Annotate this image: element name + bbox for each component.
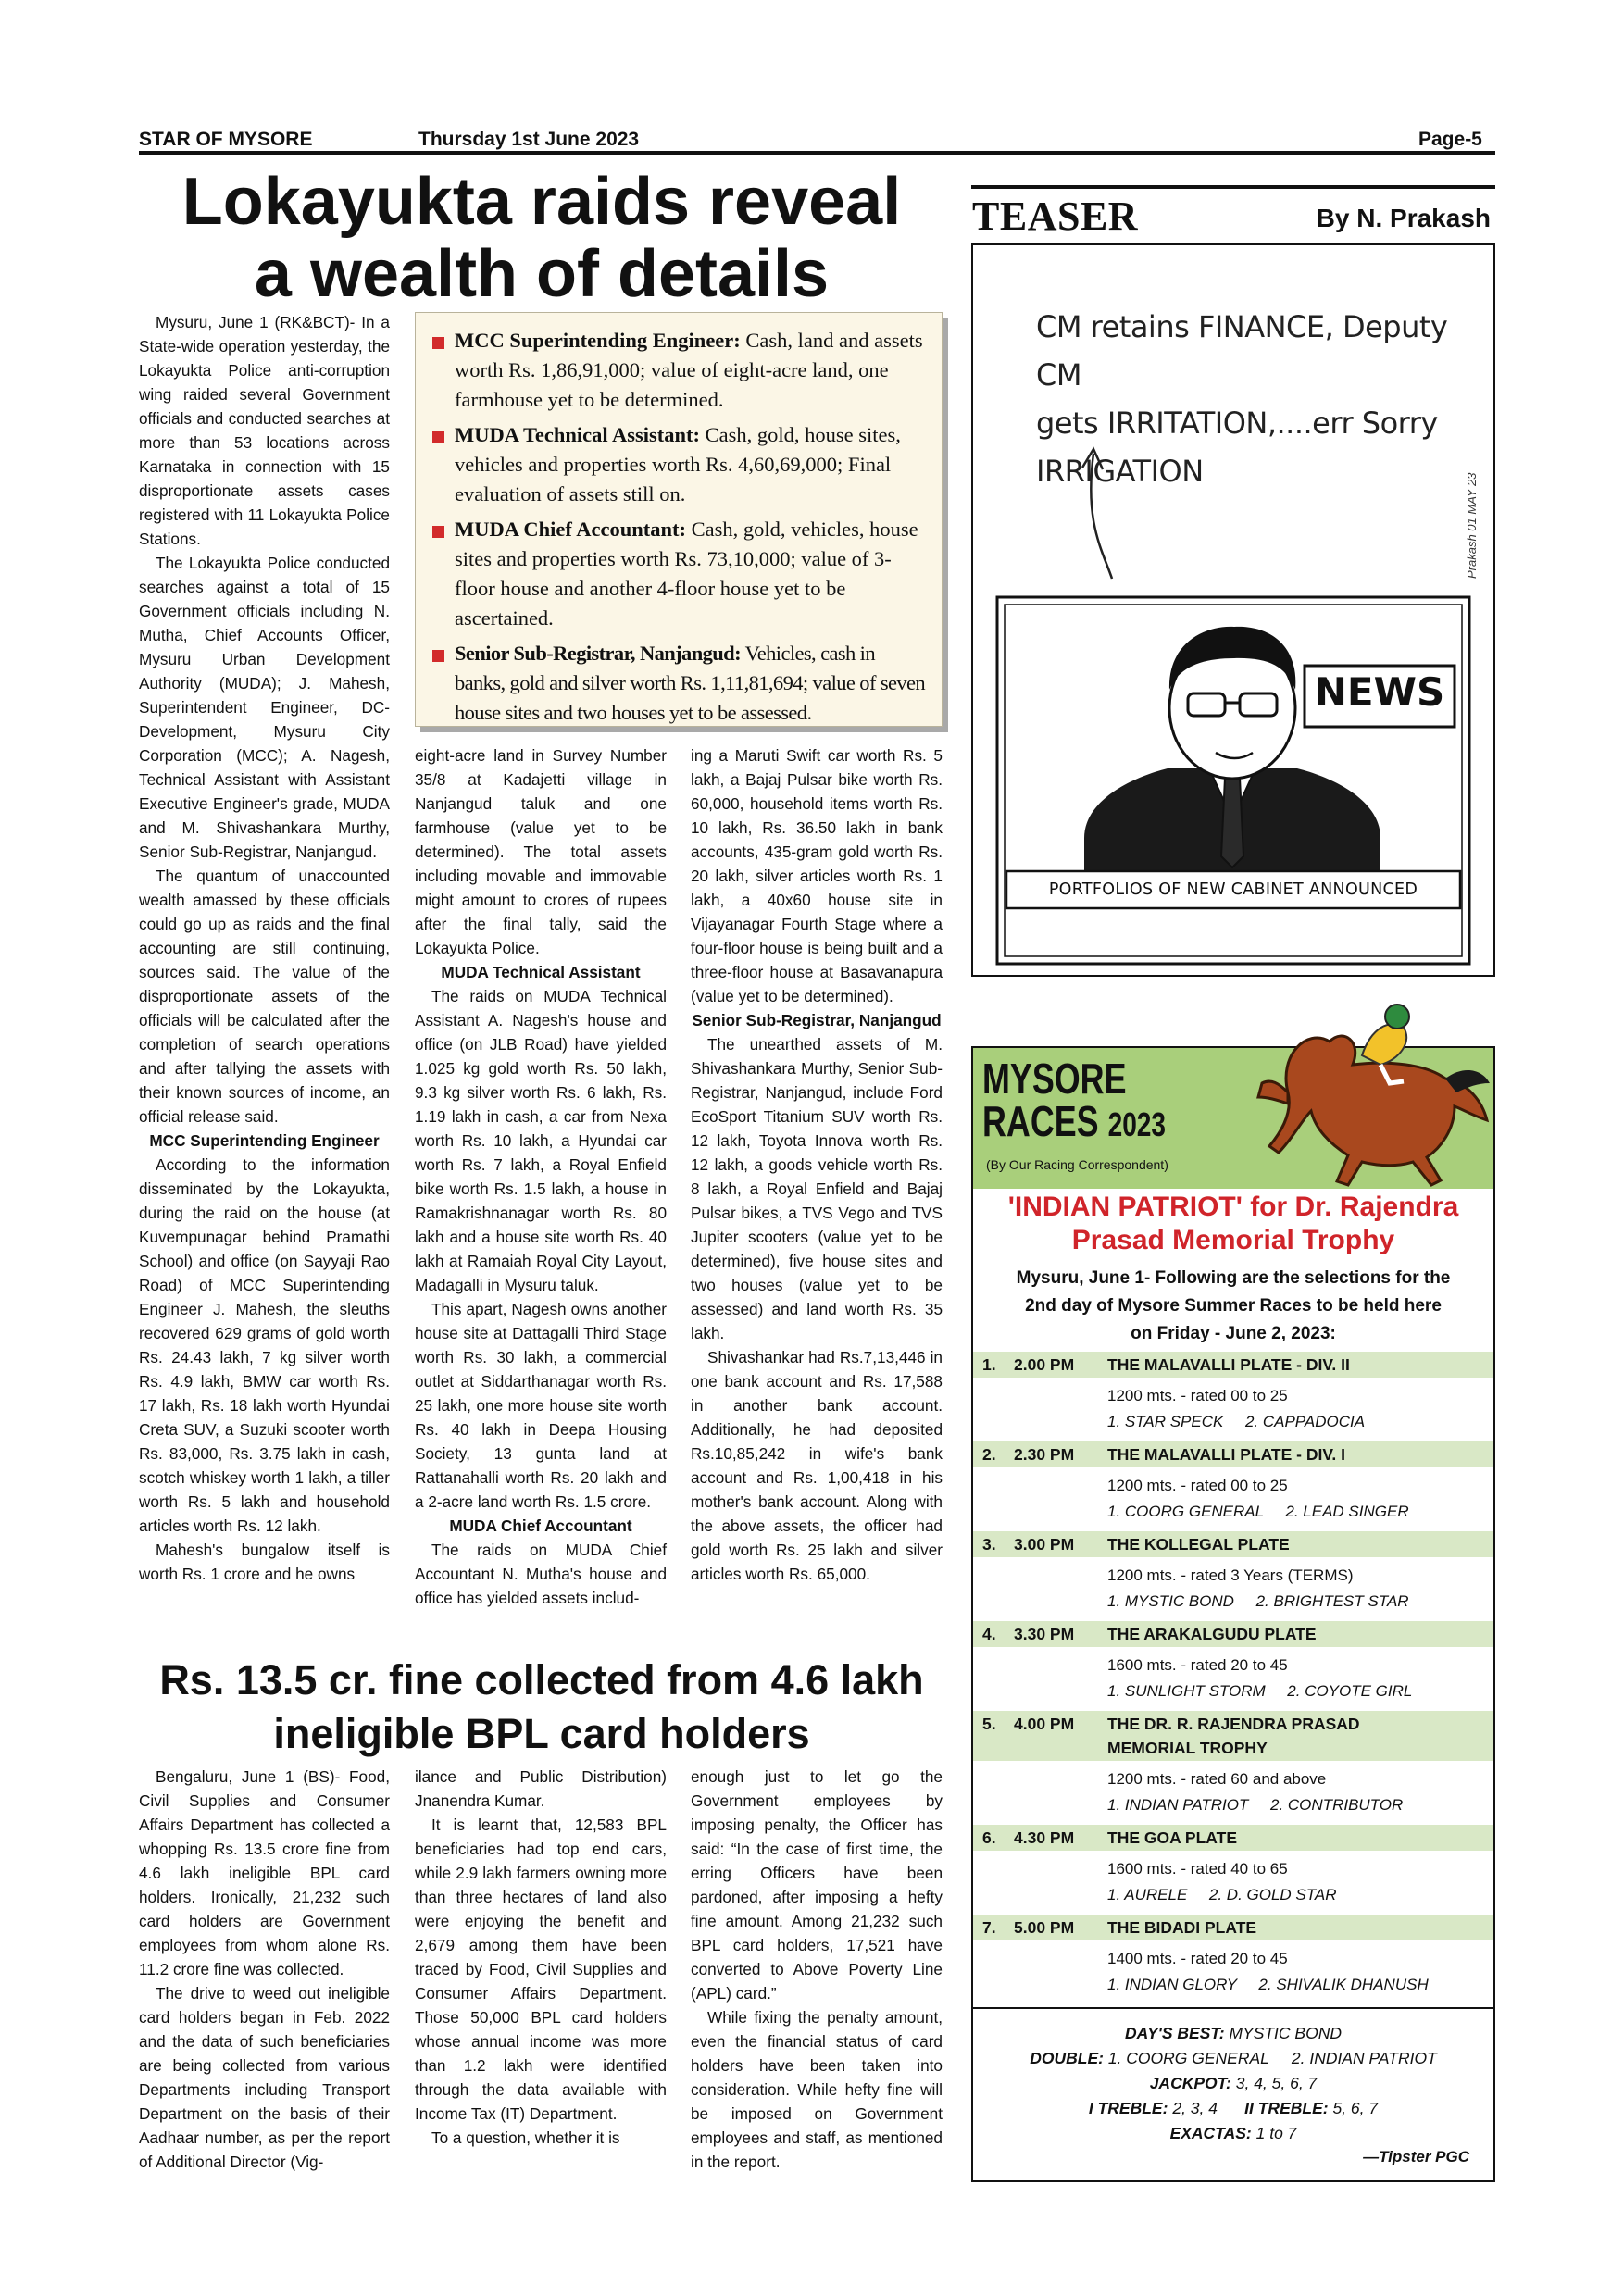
bullet-square-icon: [432, 337, 444, 349]
subhead: MUDA Chief Accountant: [449, 1516, 632, 1535]
article2-column-3: enough just to let go the Government employees by imposing penalty, the Officer has said: “In the case of first time, the erring Officers have been pardoned, after imposing a hefty fine amount. Among 21,232 such BPL card holders, 17,521 have converted to Above Poverty Line (APL) card.” While fixing the penalty amount, even the financial status of card holders have been taken into consideration. While hefty fine will be imposed on Government employees and staff, as mentioned in the report.: [691, 1767, 943, 2171]
article1-column-1: Mysuru, June 1 (RK&BCT)- In a State-wide operation yesterday, the Lokayukta Police anti-corruption wing raided several Government officials and conducted searches at more than 53 locations across Karnataka in connection with 15 disproportionate assets cases registered with 11 Lokayukta Police Stations. The Lokayukta Police conducted searches against a total of 15 Government officials including N. Mutha, Chief Accounts Officer, Mysuru Urban Development Authority (MUDA); J. Mahesh, Superintendent Engineer, DC-Development, Mysuru City Corporation (MCC); A. Nagesh, Technical Assistant with Assistant Executive Engineer's grade, MUDA and M. Shivashankara Murthy, Senior Sub-Registrar, Nanjangud. The quantum of unaccounted wealth amassed by these officials could go up as raids and the final accounting are still continuing, sources said. The value of the disproportionate assets of the officials will be calculated after the completion of search operations and after tallying the assets with their known sources of income, an official release said. MCC Superintending Engineer According to the information disseminated by the Lokayukta, during the raid on the house (at Kuvempunagar behind Pramathi School) and office (on Sayyaji Rao Road) of MCC Superintending Engineer J. Mahesh, the sleuths recovered 629 grams of gold worth Rs. 24.43 lakh, 7 kg silver worth Rs. 4.9 lakh, BMW car worth Rs. 17 lakh, Rs. 18 lakh worth Hyundai Creta SUV, a Suzuki scooter worth Rs. 83,000, Rs. 3.75 lakh in cash, scotch whiskey worth 1 lakh, a tiller worth Rs. 5 lakh and household articles worth Rs. 12 lakh. Mahesh's bungalow itself is worth Rs. 1 crore and he owns: [139, 313, 390, 1583]
tv-news-label: NEWS: [1314, 669, 1445, 715]
article2-column-2: ilance and Public Distribution) Jnanendra Kumar. It is learnt that, 12,583 BPL beneficiaries had top end cars, while 2.9 lakh farmers owning more than three hectares of land also were enjoying the benefit and 2,679 among them have been traced by Food, Civil Supplies and Consumer Affairs Department. Those 50,000 BPL card holders whose annual income was more than 1.2 lakh were identified through the data available with Income Tax (IT) Department. To a question, whether it is: [415, 1767, 667, 2147]
cartoon-caption: CM retains FINANCE, Deputy CM gets IRRITATION,....err Sorry IRRIGATION: [1036, 309, 1448, 489]
race-selections: 1. INDIAN GLORY 2. SHIVALIK DHANUSH: [1107, 1976, 1429, 1993]
masthead-page-number: Page-5: [1418, 129, 1482, 150]
masthead-rule: [139, 151, 1495, 155]
race-row: 1. 2.00 PM THE MALAVALLI PLATE - DIV. II: [973, 1352, 1493, 1378]
article2-headline-line2: ineligible BPL card holders: [273, 1710, 810, 1757]
race-detail: 1600 mts. - rated 20 to 45: [1107, 1656, 1288, 1674]
races-correspondent: (By Our Racing Correspondent): [986, 1157, 1168, 1172]
race-detail: 1200 mts. - rated 3 Years (TERMS): [1107, 1566, 1354, 1584]
days-best: DAY'S BEST: MYSTIC BOND: [1125, 2024, 1342, 2042]
teaser-top-rule: [971, 185, 1495, 189]
race-detail: 1400 mts. - rated 20 to 45: [1107, 1950, 1288, 1967]
highlight-item: MUDA Chief Accountant: Cash, gold, vehicles, house sites and properties worth Rs. 73,10,000; value of 3-floor house and another 4-floor house yet to be ascertained.: [432, 515, 929, 633]
race-row: 2. 2.30 PM THE MALAVALLI PLATE - DIV. I: [973, 1441, 1493, 1467]
race-row: 3. 3.00 PM THE KOLLEGAL PLATE: [973, 1531, 1493, 1557]
masthead-date: Thursday 1st June 2023: [418, 129, 640, 150]
race-selections: 1. INDIAN PATRIOT 2. CONTRIBUTOR: [1107, 1796, 1404, 1814]
race-detail: 1200 mts. - rated 60 and above: [1107, 1770, 1327, 1788]
double-selection: DOUBLE: 1. COORG GENERAL 2. INDIAN PATRIOT: [1030, 2049, 1437, 2067]
races-headline: 'INDIAN PATRIOT' for Dr. Rajendra Prasad Memorial Trophy: [1007, 1192, 1459, 1255]
tv-ticker-text: PORTFOLIOS OF NEW CABINET ANNOUNCED: [1048, 880, 1418, 899]
article1-highlights-box: [415, 312, 943, 727]
article1-column-3: ing a Maruti Swift car worth Rs. 5 lakh, a Bajaj Pulsar bike worth Rs. 60,000, household items worth Rs. 10 lakh, Rs. 36.50 lakh in bank accounts, 435-gram gold worth Rs. 20 lakh, silver articles worth Rs. 1 lakh, a 40x60 house site in Vijayanagar Fourth Stage where a four-floor house is being built and a three-floor house at Basavanapura (value yet to be determined). Senior Sub-Registrar, Nanjangud The unearthed assets of M. Shivashankara Murthy, Senior Sub-Registrar, Nanjangud, include Ford EcoSport Titanium SUV worth Rs. 12 lakh, Toyota Innova worth Rs. 12 lakh, a goods vehicle worth Rs. 8 lakh, a Royal Enfield and Bajaj Pulsar bikes, a TVS Vego and TVS Jupiter scooters (value yet to be determined), five house sites and two houses (value yet to be assessed) and land worth Rs. 35 lakh. Shivashankar had Rs.7,13,446 in one bank account and Rs. 17,588 in another bank account. Additionally, he had deposited Rs.10,85,242 in wife's bank account and Rs. 1,00,418 in his mother's bank account. Along with the above assets, the officer had gold worth Rs. 25 lakh and silver articles worth Rs. 65,000.: [691, 746, 943, 1583]
article1-headline[interactable]: [135, 167, 948, 311]
cartoon-signature: Prakash 01 MAY 23: [1465, 472, 1479, 579]
article2-headline[interactable]: [135, 1653, 948, 1761]
subhead: MUDA Technical Assistant: [441, 963, 641, 981]
cartoon-drawing: [973, 245, 1493, 975]
races-summary-rule: [973, 2007, 1493, 2009]
jockey-helmet: [1385, 1004, 1409, 1029]
races-intro: Mysuru, June 1- Following are the selections for the 2nd day of Mysore Summer Races to be held here on Friday - June 2, 2023:: [1016, 1268, 1451, 1343]
race-selections: 1. AURELE 2. D. GOLD STAR: [1107, 1886, 1337, 1903]
race-row: 6. 4.30 PM THE GOA PLATE: [973, 1825, 1493, 1851]
exactas-selection: EXACTAS: 1 to 7: [1169, 2124, 1297, 2142]
race-row: 4. 3.30 PM THE ARAKALGUDU PLATE: [973, 1621, 1493, 1647]
races-box: [971, 1046, 1495, 2182]
race-selections: 1. COORG GENERAL 2. LEAD SINGER: [1107, 1503, 1409, 1520]
subhead: Senior Sub-Registrar, Nanjangud: [692, 1011, 942, 1029]
bullet-square-icon: [432, 526, 444, 538]
horse-head: [1258, 1081, 1288, 1104]
teaser-cartoon: [971, 243, 1495, 977]
article2-headline-line1: Rs. 13.5 cr. fine collected from 4.6 lakh: [159, 1656, 924, 1703]
highlight-item: MCC Superintending Engineer: Cash, land and assets worth Rs. 1,86,91,000; value of eight-acre land, one farmhouse yet to be determined.: [432, 326, 929, 415]
jackpot-selection: JACKPOT: 3, 4, 5, 6, 7: [1149, 2074, 1318, 2092]
treble-selection: I TREBLE: 2, 3, 4 II TREBLE: 5, 6, 7: [1088, 2099, 1379, 2117]
highlight-item: Senior Sub-Registrar, Nanjangud: Vehicles, cash in banks, gold and silver worth Rs. 1,11,81,694; value of seven house sites and two houses yet to be assessed.: [432, 639, 929, 728]
races-title: MYSORE RACES 2023: [982, 1054, 1167, 1145]
article2-column-1: Bengaluru, June 1 (BS)- Food, Civil Supplies and Consumer Affairs Department has collected a whopping Rs. 13.5 crore fine from 4.6 lakh ineligible BPL card holders. Ironically, 21,232 such card holders are Government employees from whom alone Rs. 11.2 crore fine was collected. The drive to weed out ineligible card holders began in Feb. 2022 and the data of such beneficiaries are being collected from various Departments including Transport Department on the basis of their Aadhaar number, as per the report of Additional Director (Vig-: [139, 1767, 390, 2171]
article1-headline-line2: a wealth of details: [254, 236, 830, 311]
bullet-square-icon: [432, 431, 444, 443]
race-selections: 1. STAR SPECK 2. CAPPADOCIA: [1107, 1413, 1366, 1430]
highlight-item: MUDA Technical Assistant: Cash, gold, house sites, vehicles and properties worth Rs. 4,60,69,000; Final evaluation of assets still on.: [432, 420, 929, 509]
masthead-paper-name: STAR OF MYSORE: [139, 129, 313, 150]
race-selections: 1. MYSTIC BOND 2. BRIGHTEST STAR: [1107, 1592, 1409, 1610]
jockey-silks: [1362, 1024, 1406, 1065]
bullet-square-icon: [432, 650, 444, 662]
race-row: 7. 5.00 PM THE BIDADI PLATE: [973, 1915, 1493, 1940]
subhead: MCC Superintending Engineer: [149, 1131, 380, 1150]
racehorse-jockey-icon: [1251, 991, 1492, 1194]
teaser-byline: By N. Prakash: [1316, 204, 1491, 232]
race-row: 5. 4.00 PM THE DR. R. RAJENDRA PRASAD MEMORIAL TROPHY: [973, 1711, 1493, 1761]
race-detail: 1200 mts. - rated 00 to 25: [1107, 1477, 1288, 1494]
article1-column-2: eight-acre land in Survey Number 35/8 at Kadajetti village in Nanjangud taluk and one farmhouse (value yet to be determined). The total assets including movable and immovable might amount to crores of rupees after the final tally, said the Lokayukta Police. MUDA Technical Assistant The raids on MUDA Technical Assistant A. Nagesh's house and office (on JLB Road) have yielded 1.025 kg gold worth Rs. 50 lakh, 9.3 kg silver worth Rs. 6 lakh, Rs. 1.19 lakh in cash, a car from Nexa worth Rs. 10 lakh, a Hyundai car worth Rs. 7 lakh, a Royal Enfield bike worth Rs. 1.5 lakh, a house in Ramakrishnanagar worth Rs. 80 lakh and a house site worth Rs. 40 lakh at Ramaiah Royal City Layout, Madagalli in Mysuru taluk. This apart, Nagesh owns another house site at Dattagalli Third Stage worth Rs. 30 lakh, a commercial outlet at Siddarthanagar worth Rs. 25 lakh, one more house site worth Rs. 40 lakh in Deepa Housing Society, 13 gunta land at Rattanahalli worth Rs. 20 lakh and a 2-acre land worth Rs. 1.5 crore. MUDA Chief Accountant The raids on MUDA Chief Accountant N. Mutha's house and office has yielded assets includ-: [415, 746, 667, 1607]
race-detail: 1600 mts. - rated 40 to 65: [1107, 1860, 1288, 1878]
arrow-line: [1091, 454, 1112, 579]
teaser-title: TEASER: [972, 193, 1139, 239]
race-detail: 1200 mts. - rated 00 to 25: [1107, 1387, 1288, 1404]
race-selections: 1. SUNLIGHT STORM 2. COYOTE GIRL: [1107, 1682, 1413, 1700]
article1-headline-line1: Lokayukta raids reveal: [181, 165, 902, 239]
tipster-credit: —Tipster PGC: [1363, 2148, 1469, 2165]
tie-icon: [1221, 778, 1243, 867]
